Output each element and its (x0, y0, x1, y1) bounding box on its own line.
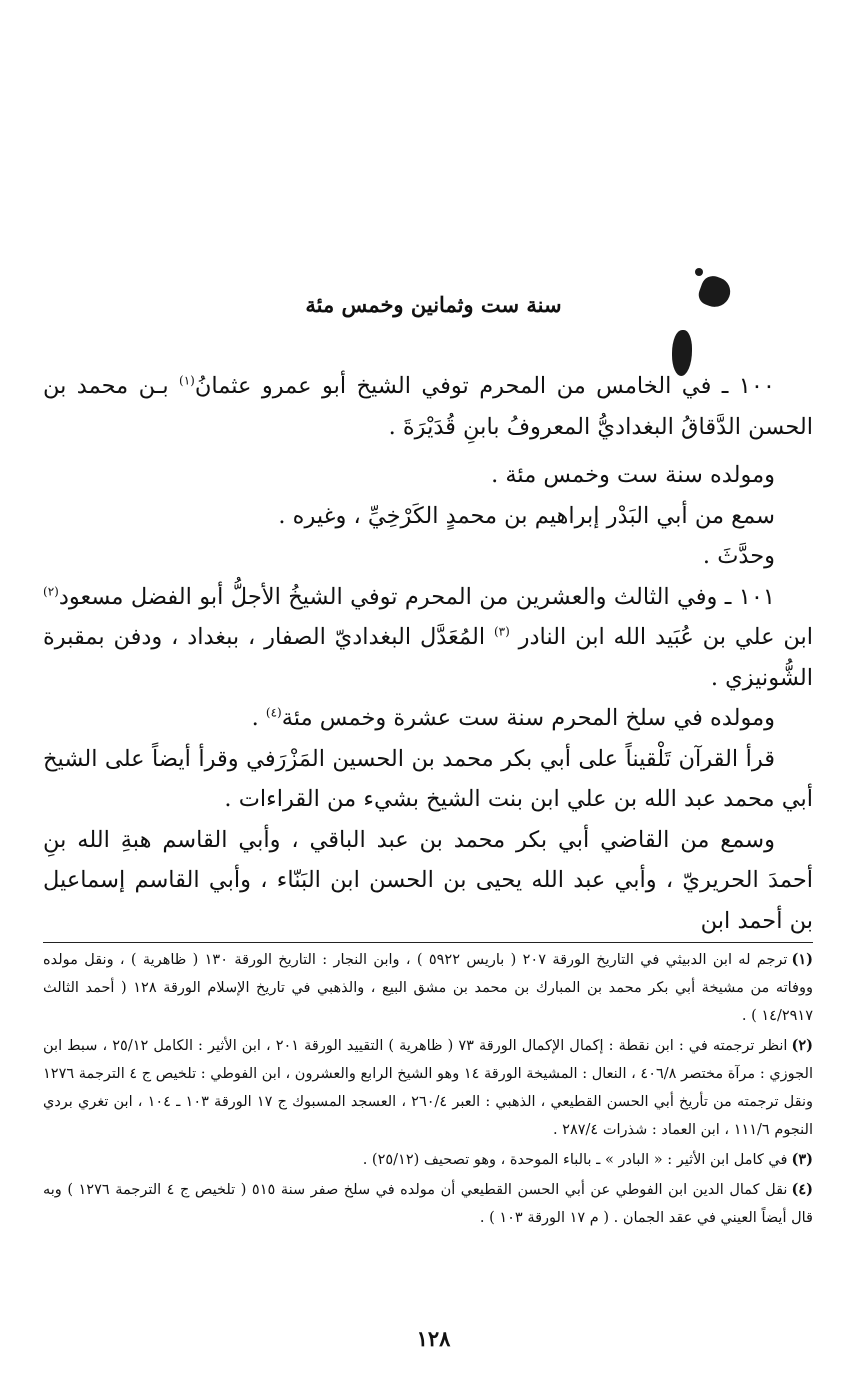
footnote-number: (٤) (791, 1181, 813, 1198)
entry-101-heading (43, 577, 813, 699)
footnote-1 (43, 946, 813, 1030)
footnote-text: انظر ترجمته في : ابن نقطة : إكمال الإكمال الورقة ٧٣ ( ظاهرية ) التقييد الورقة ٢٠١ ، ابن الأثير : الكامل ٢٥/١٢ ، سبط ابن الجوزي : مرآة مختصر ٤٠٦/٨ ، النعال : المشيخة الورقة ١٤ وهو الشيخ الرابع والعشرون ، ابن الفوطي : تلخيص ج ٤ الترجمة ١٢٧٦ ونقل ترجمته من تأريخ أبي الحسن القطيعي ، الذهبي : العبر ٢٦٠/٤ ، العسجد المسبوك ج ١٧ الورقة ١٠٣ ـ ١٠٤ ، ابن تغري بردي النجوم ١١١/٦ ، ابن العماد : شذرات ٢٨٧/٤ . (43, 1038, 813, 1138)
footnote-number: (٣) (791, 1151, 813, 1168)
entry-text: ١٠٠ ـ في الخامس من المحرم توفي الشيخ أبو عمرو عثمانُ (194, 373, 775, 399)
footnote-ref: (٣) (493, 624, 510, 639)
entry-text: ١٠١ ـ وفي الثالث والعشرين من المحرم توفي الشيخُ الأجلُّ أبو الفضل مسعود (58, 583, 775, 610)
entry-100-narrated: وحدَّثَ . (702, 543, 775, 569)
footnote-ref: (٤) (265, 705, 282, 720)
footnote-text: في كامل ابن الأثير : « البادر » ـ بالباء الموحدة ، وهو تصحيف (٢٥/١٢) . (362, 1152, 788, 1168)
entry-text: المُعَدَّل البغداديّ الصفار ، ببغداد ، ودفن بمقبرة الشُّونيزي . (43, 624, 813, 691)
footnote-number: (١) (791, 951, 814, 968)
footnotes (43, 946, 813, 1234)
chapter-title: سنة ست وثمانين وخمس مئة (305, 292, 562, 317)
entry-101-birth (43, 698, 813, 739)
footnote-4 (43, 1176, 813, 1232)
entry-100-teachers: سمع من أبي البَدْر إبراهيم بن محمدٍ الكَرْخِيِّ ، وغيره . (278, 502, 775, 529)
main-text (43, 366, 813, 941)
entry-text: ومولده في سلخ المحرم سنة ست عشرة وخمس مئة (281, 705, 775, 731)
entry-text: . (251, 705, 266, 731)
entry-100-heading (43, 366, 813, 447)
footnote-divider (43, 942, 813, 943)
footnote-text: ترجم له ابن الدبيثي في التاريخ الورقة ٢٠٧ ( باريس ٥٩٢٢ ) ، وابن النجار : التاريخ الورقة ١٣٠ ( ظاهرية ) ، ونقل مولده ووفاته من مشيخة أبي بكر محمد بن المبارك بن محمد بن مشق البيع ، والذهبي في تاريخ الإسلام الورقة ١٢٨ ( أحمد الثالث ١٤/٢٩١٧ ) . (43, 952, 813, 1024)
footnote-text: نقل كمال الدين ابن الفوطي عن أبي الحسن القطيعي أن مولده في سلخ صفر سنة ٥١٥ ( تلخيص ج ٤ الترجمة ١٢٧٦ ) وبه قال أيضاً العيني في عقد الجمان . ( م ١٧ الورقة ١٠٣ ) . (43, 1182, 813, 1226)
entry-text: ابن علي بن عُبَيد الله ابن النادر (509, 624, 814, 650)
entry-101-reading: قرأ القرآن تَلْقيناً على أبي بكر محمد بن الحسين المَزْرَفي وقرأ أيضاً على الشيخ أبي محمد عبد الله بن علي ابن بنت الشيخ بشيء من القراءات . (43, 745, 813, 812)
footnote-ref: (٢) (43, 584, 59, 598)
footnote-3 (43, 1146, 813, 1174)
footnote-ref: (١) (179, 373, 195, 388)
entry-text: بـن محمد بن الحسن الدَّقاقُ البغداديُّ المعروفُ بابنِ قُدَيْرَةَ . (43, 373, 813, 440)
page-number: ١٢٨ (416, 1326, 451, 1351)
footnote-number: (٢) (791, 1037, 813, 1054)
entry-100-birth: ومولده سنة ست وخمس مئة . (491, 462, 775, 488)
footnote-2 (43, 1032, 813, 1144)
entry-101-teachers: وسمع من القاضي أبي بكر محمد بن عبد الباقي ، وأبي القاسم هبةِ الله بنِ أحمدَ الحريريّ ، وأبي عبد الله يحيى بن الحسن ابن البَنّاء ، وأبي القاسم إسماعيل بن أحمد ابن (43, 826, 813, 934)
ink-stain (695, 268, 703, 276)
